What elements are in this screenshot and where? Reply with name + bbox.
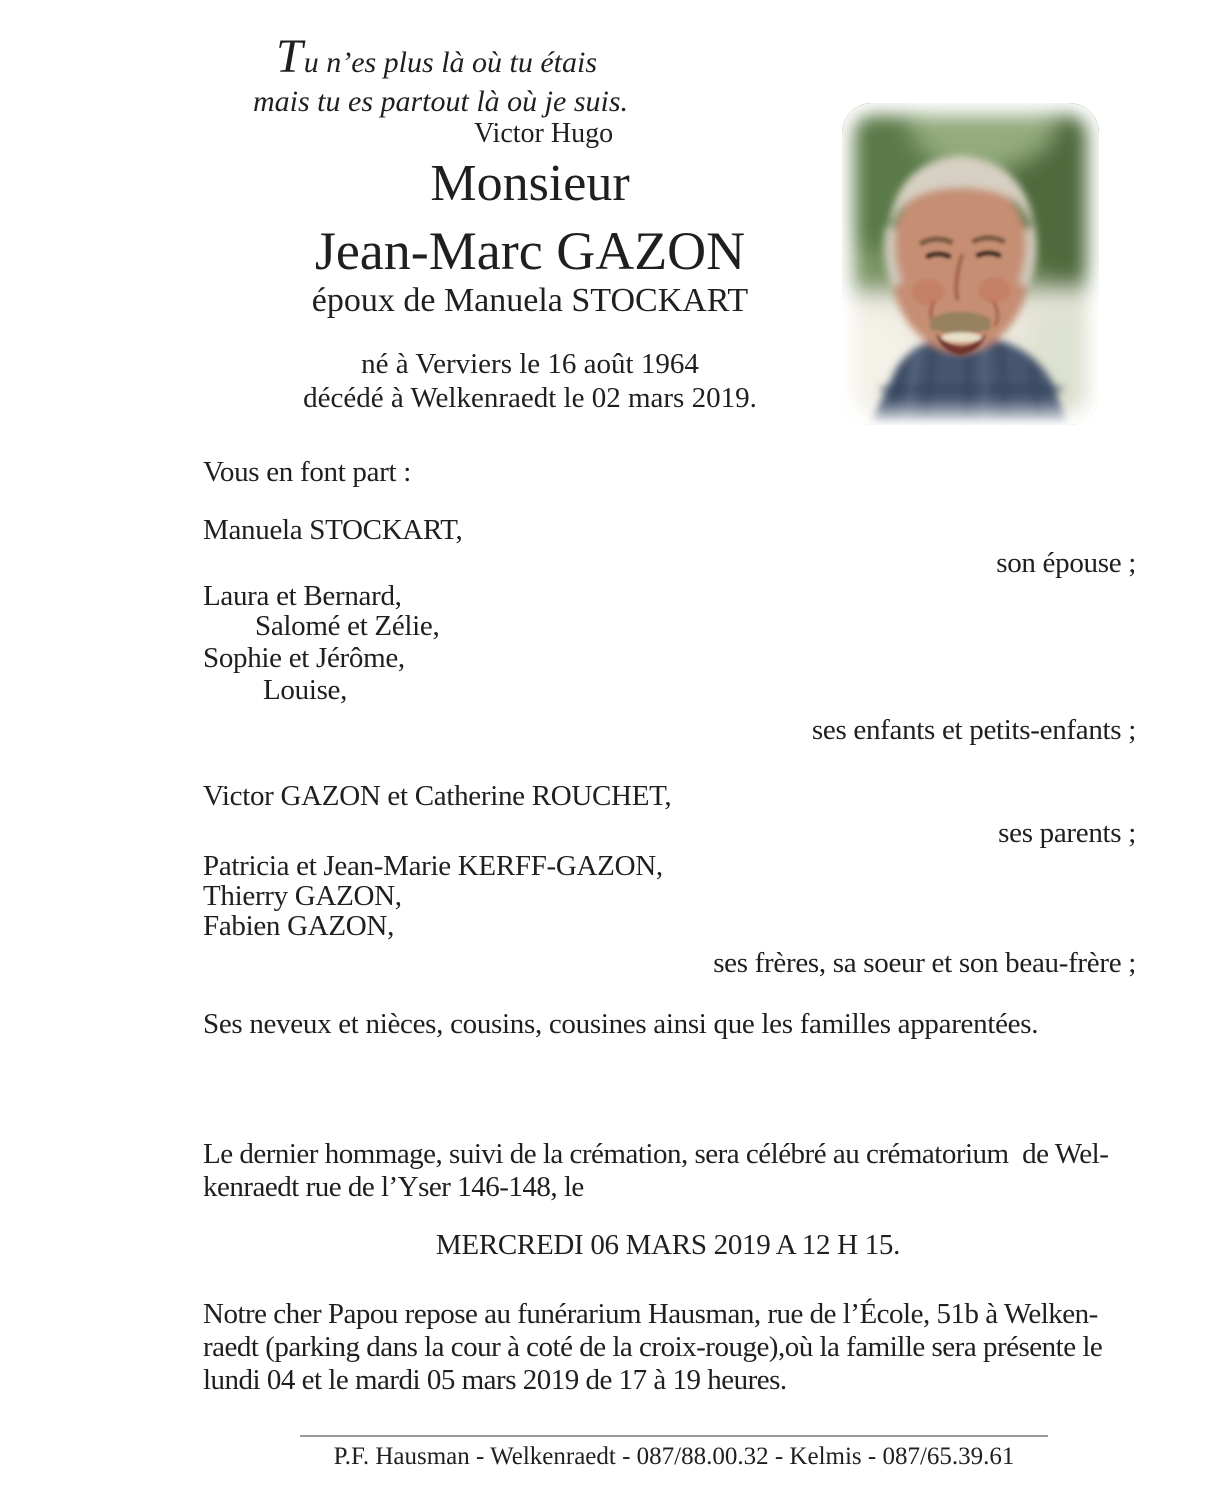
visitation-text-line: raedt (parking dans la cour à coté de la croix-rouge),où la famille sera présente le: [203, 1331, 1103, 1363]
relation-label: ses frères, sa soeur et son beau-frère ;: [713, 947, 1136, 979]
family-name: Louise,: [263, 674, 348, 706]
family-name: Fabien GAZON,: [203, 910, 395, 942]
family-name: Sophie et Jérôme,: [203, 642, 405, 674]
ceremony-text-line: kenraedt rue de l’Yser 146-148, le: [203, 1171, 584, 1203]
relation-label: son épouse ;: [996, 547, 1136, 579]
announcement-closing: Ses neveux et nièces, cousins, cousines ainsi que les familles apparentées.: [203, 1008, 1039, 1040]
deceased-death-line: décédé à Welkenraedt le 02 mars 2019.: [303, 382, 757, 414]
portrait-photo-graphic: [842, 103, 1099, 425]
deceased-birth-line: né à Verviers le 16 août 1964: [361, 348, 699, 380]
deceased-title: Monsieur: [430, 155, 630, 212]
quote-drop-cap: T: [276, 30, 304, 83]
family-name: Salomé et Zélie,: [255, 610, 440, 642]
family-name: Thierry GAZON,: [203, 880, 402, 912]
relation-label: ses enfants et petits-enfants ;: [811, 714, 1136, 746]
ceremony-text-line: Le dernier hommage, suivi de la crémation, sera célébré au crématorium de Wel-: [203, 1138, 1109, 1170]
family-name: Manuela STOCKART,: [203, 514, 463, 546]
quote-author: Victor Hugo: [474, 118, 614, 149]
family-name: Laura et Bernard,: [203, 580, 402, 612]
visitation-text-line: lundi 04 et le mardi 05 mars 2019 de 17 à 19 heures.: [203, 1364, 787, 1396]
footer-divider: [300, 1435, 1048, 1437]
visitation-text-line: Notre cher Papou repose au funérarium Hausman, rue de l’École, 51b à Welken-: [203, 1298, 1098, 1330]
deceased-spouse-line: époux de Manuela STOCKART: [311, 282, 749, 319]
portrait-photo: [842, 103, 1099, 425]
family-name: Patricia et Jean-Marie KERFF-GAZON,: [203, 850, 663, 882]
ceremony-date-line: MERCREDI 06 MARS 2019 A 12 H 15.: [435, 1229, 901, 1261]
relation-label: ses parents ;: [998, 817, 1136, 849]
deceased-name: Jean-Marc GAZON: [314, 221, 746, 281]
quote-line-1: [276, 30, 598, 83]
quote-line-2: mais tu es partout là où je suis.: [253, 85, 629, 118]
funeral-home-contact: P.F. Hausman - Welkenraedt - 087/88.00.32 - Kelmis - 087/65.39.61: [333, 1443, 1015, 1470]
quote-line-1-text: u n’es plus là où tu étais: [303, 46, 598, 79]
family-name: Victor GAZON et Catherine ROUCHET,: [203, 780, 672, 812]
announcement-intro: Vous en font part :: [203, 456, 412, 488]
